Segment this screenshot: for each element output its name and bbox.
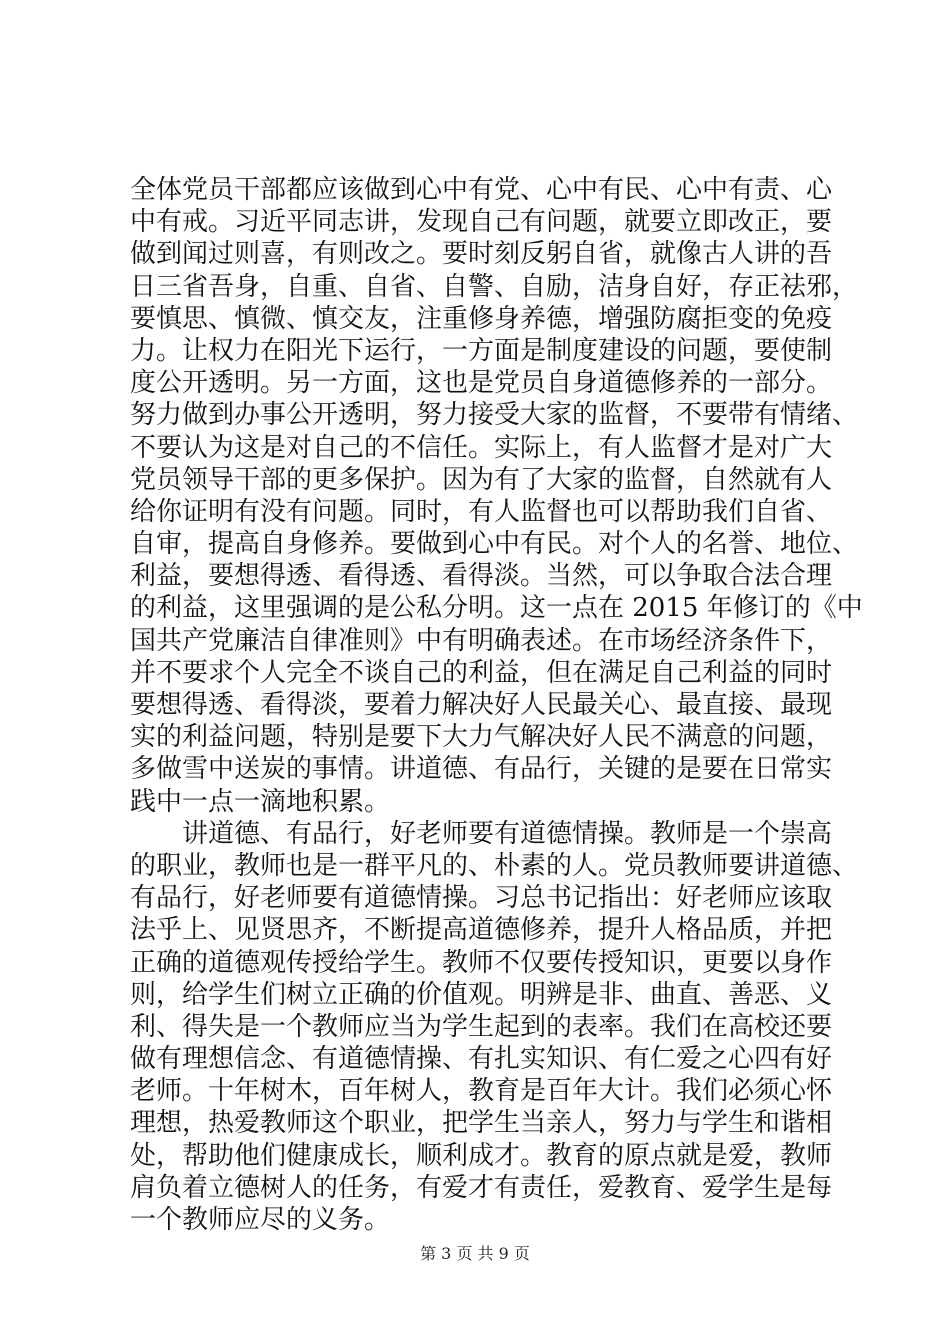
text-line: 努力做到办事公开透明，努力接受大家的监督，不要带有情绪、: [130, 400, 859, 431]
text-line: 利、得失是一个教师应当为学生起到的表率。我们在高校还要: [130, 1011, 833, 1042]
text-line: 法乎上、见贤思齐，不断提高道德修养，提升人格品质，并把: [130, 915, 833, 946]
text-line: 有品行，好老师要有道德情操。习总书记指出：好老师应该取: [130, 883, 833, 914]
text-line: 多做雪中送炭的事情。讲道德、有品行，关键的是要在日常实: [130, 754, 833, 785]
text-line: 利益，要想得透、看得透、看得淡。当然，可以争取合法合理: [130, 561, 833, 592]
text-line: 力。让权力在阳光下运行，一方面是制度建设的问题，要使制: [130, 335, 833, 366]
text-line: 一个教师应尽的义务。: [130, 1205, 391, 1235]
text-line: 党员领导干部的更多保护。因为有了大家的监督，自然就有人: [130, 464, 833, 495]
text-line: 的职业，教师也是一群平凡的、朴素的人。党员教师要讲道德、: [130, 850, 859, 881]
text-line: 给你证明有没有问题。同时，有人监督也可以帮助我们自省、: [130, 496, 833, 527]
text-line: 正确的道德观传授给学生。教师不仅要传授知识，更要以身作: [130, 947, 833, 978]
text-line: 国共产党廉洁自律准则》中有明确表述。在市场经济条件下，: [130, 625, 833, 656]
text-line: 践中一点一滴地积累。: [130, 786, 391, 817]
text-line: 中有戒。习近平同志讲，发现自己有问题，就要立即改正，要: [130, 207, 833, 238]
text-line: 不要认为这是对自己的不信任。实际上，有人监督才是对广大: [130, 432, 833, 463]
text-line: 日三省吾身，自重、自省、自警、自励，洁身自好，存正祛邪，: [130, 271, 859, 302]
text-line: 处，帮助他们健康成长，顺利成才。教育的原点就是爱，教师: [130, 1140, 833, 1171]
text-line: 并不要求个人完全不谈自己的利益，但在满足自己利益的同时: [130, 657, 833, 688]
document-body: [130, 174, 863, 1236]
text-line: 要想得透、看得淡，要着力解决好人民最关心、最直接、最现: [130, 690, 833, 720]
text-line: 自审，提高自身修养。要做到心中有民。对个人的名誉、地位、: [130, 529, 859, 560]
text-line: 做到闻过则喜，有则改之。要时刻反躬自省，就像古人讲的吾: [130, 239, 833, 270]
page-number-footer: 第 3 页 共 9 页: [420, 1244, 530, 1263]
text-line: 则，给学生们树立正确的价值观。明辨是非、曲直、善恶、义: [130, 979, 833, 1010]
text-line: 理想，热爱教师这个职业，把学生当亲人，努力与学生和谐相: [130, 1108, 833, 1139]
text-line: 的利益，这里强调的是公私分明。这一点在 2015 年修订的《中: [130, 593, 863, 624]
text-line: 做有理想信念、有道德情操、有扎实知识、有仁爱之心四有好: [130, 1044, 833, 1075]
text-line: 度公开透明。另一方面，这也是党员自身道德修养的一部分。: [130, 368, 833, 399]
text-line: 肩负着立德树人的任务，有爱才有责任，爱教育、爱学生是每: [130, 1172, 833, 1203]
text-line: 讲道德、有品行，好老师要有道德情操。教师是一个崇高: [130, 818, 833, 849]
text-line: 实的利益问题，特别是要下大力气解决好人民不满意的问题，: [130, 722, 833, 753]
text-line: 全体党员干部都应该做到心中有党、心中有民、心中有责、心: [130, 175, 833, 205]
text-line: 老师。十年树木，百年树人，教育是百年大计。我们必须心怀: [130, 1076, 833, 1107]
text-line: 要慎思、慎微、慎交友，注重修身养德，增强防腐拒变的免疫: [130, 303, 833, 334]
